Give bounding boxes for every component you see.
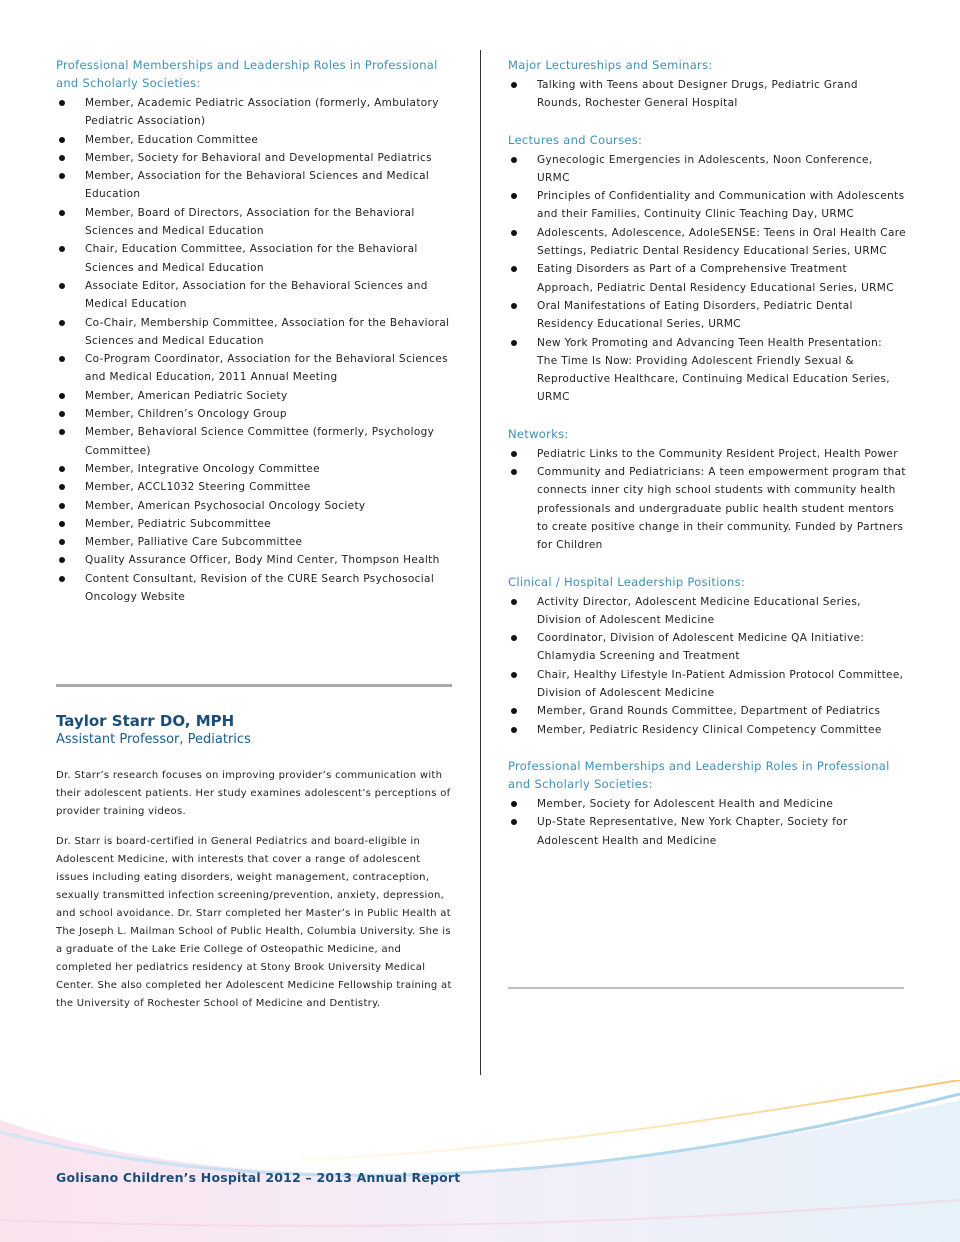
list-item: Member, Academic Pediatric Association (formerly, Ambulatory Pediatric Association) — [56, 94, 454, 131]
faculty-bio — [56, 711, 454, 1025]
list-item: Member, American Pediatric Society — [56, 387, 454, 405]
lectureships-list — [508, 76, 906, 113]
list-item: Oral Manifestations of Eating Disorders, Pediatric Dental Residency Educational Series, URMC — [508, 297, 906, 334]
faculty-title: Assistant Professor, Pediatrics — [56, 732, 251, 747]
list-item: Coordinator, Division of Adolescent Medicine QA Initiative: Chlamydia Screening and Treatment — [508, 629, 906, 666]
list-item: Pediatric Links to the Community Resident Project, Health Power — [508, 445, 906, 463]
list-item: Talking with Teens about Designer Drugs, Pediatric Grand Rounds, Rochester General Hospital — [508, 76, 906, 113]
networks-heading: Networks: — [508, 426, 569, 441]
list-item: Eating Disorders as Part of a Comprehensive Treatment Approach, Pediatric Dental Residency Educational Series, URMC — [508, 260, 906, 297]
list-item: Content Consultant, Revision of the CURE Search Psychosocial Oncology Website — [56, 570, 454, 607]
list-item: Member, Board of Directors, Association for the Behavioral Sciences and Medical Education — [56, 204, 454, 241]
list-item: Quality Assurance Officer, Body Mind Center, Thompson Health — [56, 551, 454, 569]
courses-heading: Lectures and Courses: — [508, 132, 643, 147]
list-item: Member, Education Committee — [56, 131, 454, 149]
networks-list — [508, 445, 906, 555]
list-item: Member, Grand Rounds Committee, Department of Pediatrics — [508, 702, 906, 720]
decorative-swoosh — [0, 1080, 960, 1242]
list-item: Member, Association for the Behavioral Sciences and Medical Education — [56, 167, 454, 204]
list-item: Co-Chair, Membership Committee, Association for the Behavioral Sciences and Medical Education — [56, 314, 454, 351]
faculty-name: Taylor Starr DO, MPH — [56, 712, 235, 730]
list-item: Chair, Education Committee, Association for the Behavioral Sciences and Medical Education — [56, 240, 454, 277]
left-column — [56, 56, 454, 606]
list-item: Member, Pediatric Subcommittee — [56, 515, 454, 533]
list-item: New York Promoting and Advancing Teen Health Presentation: The Time Is Now: Providing Adolescent Friendly Sexual & Reproductive Healthcare, Continuing Medical Education Series, URMC — [508, 334, 906, 407]
bio-paragraph: Dr. Starr is board-certified in General Pediatrics and board-eligible in Adolescent Medicine, with interests that cover a range of adolescent issues including eating disorders, weight management, contraception, sexually transmitted infection screening/prevention, anxiety, depression, and school avoidance. Dr. Starr completed her Master’s in Public Health at The Joseph L. Mailman School of Public Health, Columbia University. She is a graduate of the Lake Erie College of Osteopathic Medicine, and completed her pediatrics residency at Stony Brook University Medical Center. She also completed her Adolescent Medicine Fellowship training at the University of Rochester School of Medicine and Dentistry. — [56, 836, 452, 1009]
right-column — [508, 56, 906, 850]
list-item: Chair, Healthy Lifestyle In-Patient Admission Protocol Committee, Division of Adolescent Medicine — [508, 666, 906, 703]
list-item: Associate Editor, Association for the Behavioral Sciences and Medical Education — [56, 277, 454, 314]
list-item: Member, Integrative Oncology Committee — [56, 460, 454, 478]
courses-list — [508, 151, 906, 407]
list-item: Community and Pediatricians: A teen empowerment program that connects inner city high school students with community health professionals and undergraduate public health student mentors to create positive change in their community. Funded by Partners for Children — [508, 463, 906, 554]
footer-title: Golisano Children’s Hospital 2012 – 2013 Annual Report — [56, 1170, 461, 1185]
list-item: Member, Palliative Care Subcommittee — [56, 533, 454, 551]
memberships-heading: Professional Memberships and Leadership Roles in Professional and Scholarly Societies: — [56, 58, 438, 90]
bio-paragraph: Dr. Starr’s research focuses on improving provider’s communication with their adolescent patients. Her study examines adolescent’s perceptions of provider training videos. — [56, 770, 451, 817]
list-item: Co-Program Coordinator, Association for the Behavioral Sciences and Medical Education, 2011 Annual Meeting — [56, 350, 454, 387]
clinical-heading: Clinical / Hospital Leadership Positions: — [508, 574, 746, 589]
column-divider — [480, 50, 481, 1075]
list-item: Gynecologic Emergencies in Adolescents, Noon Conference, URMC — [508, 151, 906, 188]
list-item: Member, Behavioral Science Committee (formerly, Psychology Committee) — [56, 423, 454, 460]
memberships-list — [56, 94, 454, 606]
list-item: Member, Society for Behavioral and Developmental Pediatrics — [56, 149, 454, 167]
clinical-list — [508, 593, 906, 739]
list-item: Member, American Psychosocial Oncology Society — [56, 497, 454, 515]
list-item: Up-State Representative, New York Chapter, Society for Adolescent Health and Medicine — [508, 813, 906, 850]
list-item: Member, Society for Adolescent Health and Medicine — [508, 795, 906, 813]
list-item: Member, Pediatric Residency Clinical Competency Committee — [508, 721, 906, 739]
section-divider — [508, 987, 904, 989]
list-item: Adolescents, Adolescence, AdoleSENSE: Teens in Oral Health Care Settings, Pediatric Dental Residency Educational Series, URMC — [508, 224, 906, 261]
right-memberships-list — [508, 795, 906, 850]
list-item: Principles of Confidentiality and Communication with Adolescents and their Families, Continuity Clinic Teaching Day, URMC — [508, 187, 906, 224]
right-memberships-heading: Professional Memberships and Leadership Roles in Professional and Scholarly Societies: — [508, 758, 890, 791]
list-item: Activity Director, Adolescent Medicine Educational Series, Division of Adolescent Medicine — [508, 593, 906, 630]
list-item: Member, ACCL1032 Steering Committee — [56, 478, 454, 496]
lectureships-heading: Major Lectureships and Seminars: — [508, 58, 713, 72]
list-item: Member, Children’s Oncology Group — [56, 405, 454, 423]
section-divider — [56, 684, 452, 687]
